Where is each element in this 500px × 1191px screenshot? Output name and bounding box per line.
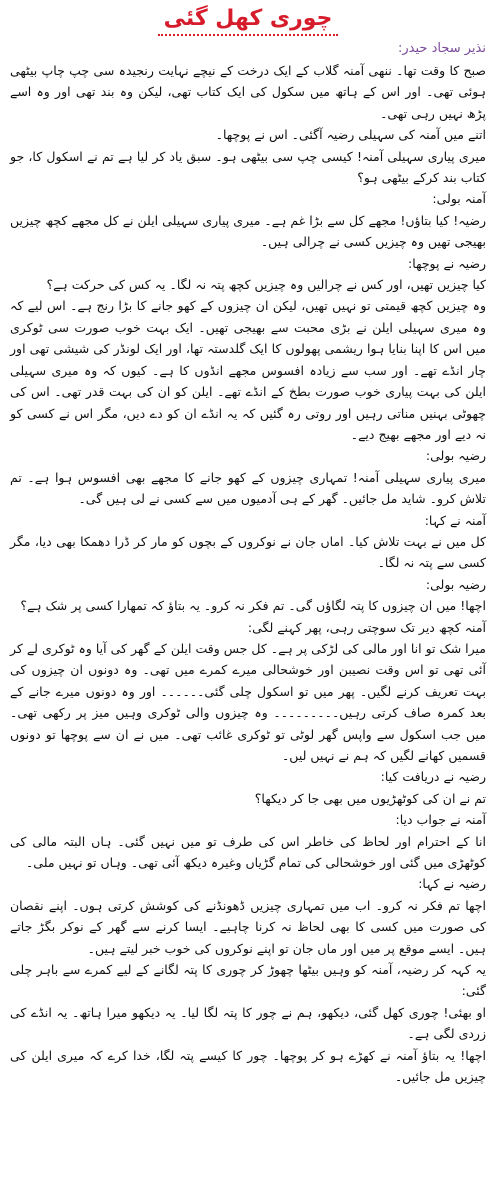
speaker-line: آمنہ بولی: — [432, 191, 486, 207]
story-body — [10, 60, 486, 1088]
speaker-line: رضیہ بولی: — [425, 448, 486, 464]
story-paragraph: یہ کہہ کر رضیہ، آمنہ کو وہیں بیٹھا چھوڑ کر چوری کا پتہ لگانے کے لیے کمرے سے باہر چلی گئی: — [10, 962, 486, 999]
story-paragraph: رضیہ! کیا بتاؤں! مجھے کل سے بڑا غم ہے۔ میری پیاری سہیلی ایلن نے کل مجھے کچھ چیزیں بھیجی تھیں وہ چیزیں کسی نے چرالی ہیں۔ — [10, 212, 486, 250]
story-paragraph: میری پیاری سہیلی آمنہ! تمہاری چیزوں کے کھو جانے کا مجھے بھی افسوس ہوا ہے۔ تم تلاش کرو۔ شاید مل جائیں۔ گھر کے ہی آدمیوں میں سے کسی نے لی ہیں گی۔ — [10, 469, 486, 507]
story-paragraph: اچھا! میں ان چیزوں کا پتہ لگاؤں گی۔ تم فکر نہ کرو۔ یہ بتاؤ کہ تمھارا کسی پر شک ہے؟ — [20, 598, 486, 614]
story-paragraph: کل میں نے بہت تلاش کیا۔ اماں جان نے نوکروں کے بچوں کو مار کر ڈرا دھمکا بھی دیا، مگر کسی سے پتہ نہ لگا۔ — [10, 533, 486, 571]
speaker-line: رضیہ نے دریافت کیا: — [380, 769, 486, 785]
story-paragraph: انا کے احترام اور لحاظ کی خاطر اس کی طرف تو میں نہیں گئی۔ ہاں البتہ مالی کی کوٹھڑی میں گئی اور خوشحالی کی تمام گڑیاں وغیرہ دیکھ آئی تھی۔ وہاں تو نہیں ملی۔ — [10, 833, 486, 871]
story-paragraph: او بھئی! چوری کھل گئی، دیکھو، ہم نے چور کا پتہ لگا لیا۔ یہ دیکھو میرا ہاتھ۔ یہ انڈے کی زردی لگی ہے۔ — [10, 1004, 486, 1042]
story-paragraph: وہ چیزیں کچھ قیمتی تو نہیں تھیں، لیکن ان چیزوں کے کھو جانے کا بڑا رنج ہے۔ اس لیے کہ وہ میری سہیلی ایلن نے بڑی محبت سے بھیجی تھیں۔ ایک بہت خوب صورت سی ٹوکری میں اس کا اپنا بنایا ہوا ریشمی پھولوں کا ایک گلدستہ تھا، اور ایک لونڈر کی شیشی تھی اور چار انڈے تھے۔ اور سب سے زیادہ افسوس مجھے انڈوں کا ہے۔ کیوں کہ وہ میری سہیلی ایلن کی بہت پیاری خوب صورت بطخ کے انڈے تھے۔ ایلن کو ان کی بہت قدر تھی۔ اس کی چھوٹی بہنیں مناتی رہیں اور روتی رہ گئیں کہ یہ انڈے ان کو دے دیں، مگر اس نے کسی کو نہ دیے اور مجھے بھیج دیے۔ — [10, 298, 486, 442]
story-paragraph: تم نے ان کی کوٹھڑیوں میں بھی جا کر دیکھا؟ — [254, 790, 486, 806]
speaker-line: آمنہ نے جواب دیا: — [395, 812, 486, 828]
speaker-line: رضیہ بولی: — [425, 576, 486, 592]
title-wrap — [10, 4, 486, 36]
story-paragraph: صبح کا وقت تھا۔ ننھی آمنہ گلاب کے ایک درخت کے نیچے نہایت رنجیدہ سی چپ چاپ بیٹھی ہوئی تھی۔ اور اس کے ہاتھ میں سکول کی ایک کتاب تھی، لیکن وہ بند تھی اور وہ اسے پڑھ نہیں رہی تھی۔ — [10, 63, 486, 121]
story-paragraph: کیا چیزیں تھیں، اور کس نے چرالیں وہ چیزیں کچھ پتہ نہ لگا۔ یہ کس کی حرکت ہے؟ — [46, 277, 486, 293]
speaker-line: آمنہ نے کہا: — [424, 512, 486, 528]
story-paragraph: میری پیاری سہیلی آمنہ! کیسی چپ سی بیٹھی ہو۔ سبق یاد کر لیا ہے تم نے اسکول کا، جو کتاب بند کرکے بیٹھی ہو؟ — [10, 148, 486, 186]
story-title-text: چوری کھل گئی — [158, 4, 339, 36]
story-paragraph: اچھا تم فکر نہ کرو۔ اب میں تمہاری چیزیں ڈھونڈنے کی کوشش کرتی ہوں۔ اپنے نقصان کی صورت میں کسی کا بھی لحاظ نہ کرنا چاہیے۔ ایسا کرنے سے گھر کے نوکر بگڑ جاتے ہیں۔ ایسے موقع پر میں اور ماں جان تو اپنے نوکروں کی خوب خبر لیتے ہیں۔ — [10, 897, 486, 956]
speaker-line: رضیہ نے کہا: — [418, 876, 486, 892]
author-byline: نذیر سجاد حیدر: — [398, 41, 486, 56]
story-paragraph: اتنے میں آمنہ کی سہیلی رضیہ آگئی۔ اس نے پوچھا۔ — [215, 127, 486, 143]
story-title — [10, 4, 486, 36]
speaker-line: رضیہ نے پوچھا: — [408, 255, 486, 271]
story-paragraph: میرا شک تو انا اور مالی کی لڑکی پر ہے۔ کل جس وقت ایلن کے گھر کی آیا وہ ٹوکری لے کر آئی تھی تو اس وقت نصیبن اور خوشحالی میرے کمرے میں تھی۔ وہ دونوں ان چیزوں کی بہت تعریف کرنے لگیں۔ پھر میں تو اسکول چلی گئی۔۔۔۔۔۔ اور وہ دونوں میرے جانے کے بعد کمرہ صاف کرتی رہیں۔۔۔۔۔۔۔۔۔ وہ چیزوں والی ٹوکری وہیں میز پر رکھی تھی۔ میں جب اسکول سے واپس گھر لوٹی تو ٹوکری غائب تھی۔ میں نے ان سے پوچھا تو دونوں قسمیں کھانے لگیں کہ ہم نے نہیں لیں۔ — [10, 640, 486, 763]
speaker-line: آمنہ کچھ دیر تک سوچتی رہی، پھر کہنے لگی: — [247, 619, 486, 635]
story-paragraph: اچھا! یہ بتاؤ آمنہ نے کھڑے ہو کر پوچھا۔ چور کا کیسے پتہ لگا، خدا کرے کہ میری ایلن کی چیزیں مل جائیں۔ — [10, 1047, 486, 1085]
